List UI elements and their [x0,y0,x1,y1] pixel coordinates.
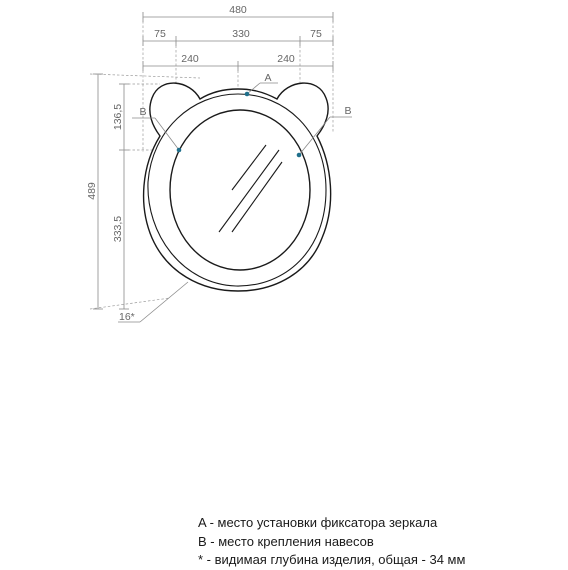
marker-a-dot [245,92,250,97]
marker-a-label: A [264,72,272,84]
dim-center-span: 330 [232,28,250,40]
dim-total-height: 489 [86,182,98,200]
dim-right-half: 240 [277,53,295,65]
mirror-glass [170,110,310,270]
dim-right-offset: 75 [310,28,322,40]
legend [198,514,465,570]
dim-angle-depth: 16* [119,311,135,323]
legend-item-a: A - место установки фиксатора зеркала [198,515,438,530]
marker-b-right-dot [297,153,302,158]
marker-b-left-label: B [139,106,147,118]
dim-total-width: 480 [229,4,247,16]
dim-left-half: 240 [181,53,199,65]
legend-item-depth: * - видимая глубина изделия, общая - 34 мм [198,552,466,567]
dim-upper-height: 136,5 [112,103,124,131]
legend-item-b: B - место крепления навесов [198,533,374,549]
marker-b-left-dot [177,148,182,153]
dim-left-offset: 75 [154,28,166,40]
dim-lower-height: 333,5 [112,215,124,243]
marker-b-right-label: B [344,105,352,117]
